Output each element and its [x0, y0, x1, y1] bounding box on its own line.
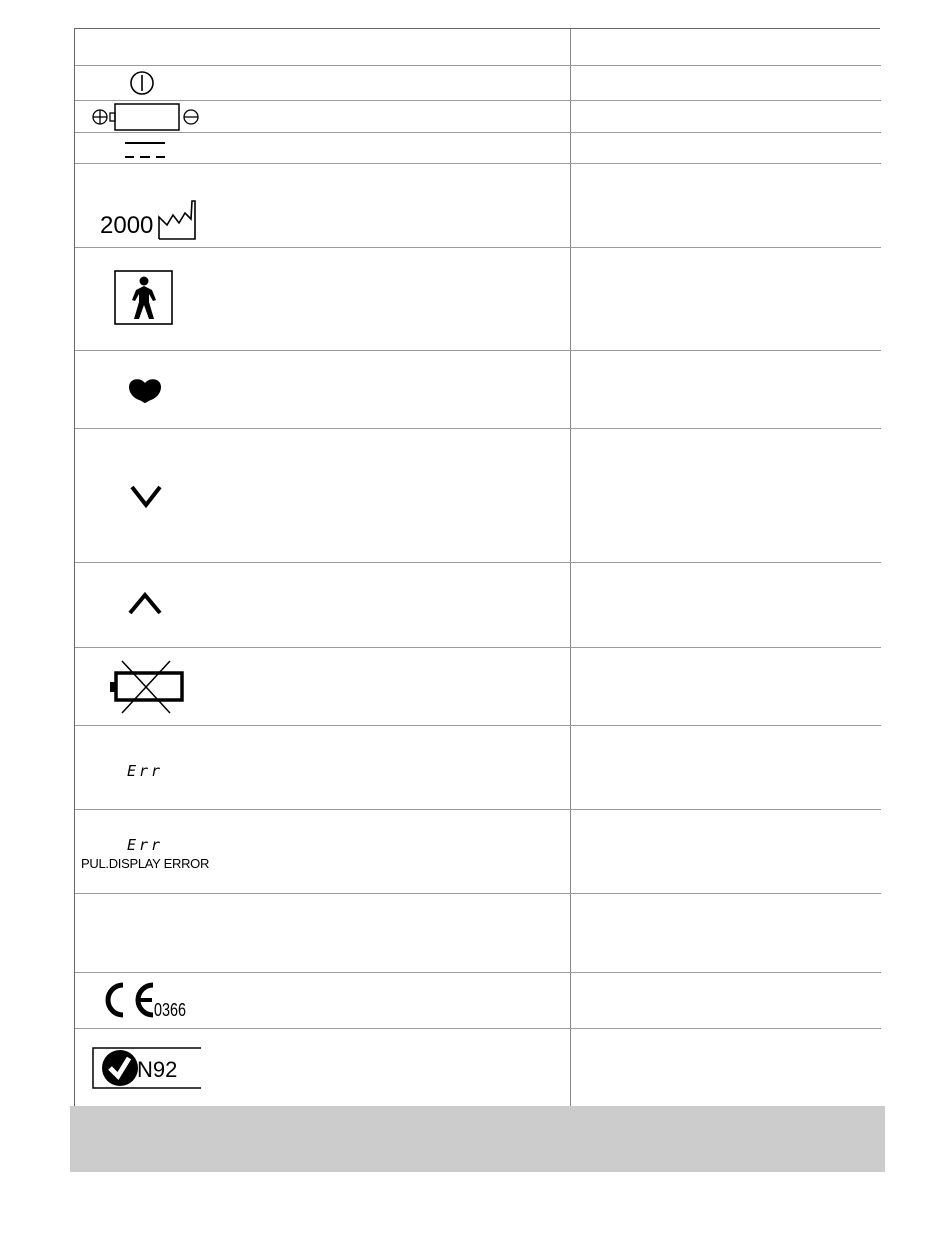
- table-row: [75, 563, 881, 648]
- ce-mark-icon: [103, 981, 157, 1021]
- factory-icon: [157, 199, 197, 241]
- table-row: [75, 648, 881, 726]
- table-row: [75, 894, 881, 973]
- table-row: [75, 66, 881, 101]
- heart-icon: [127, 377, 163, 405]
- table-row: [75, 1029, 881, 1107]
- type-bf-applied-part-icon: [114, 270, 174, 326]
- table-header-row: [75, 29, 881, 66]
- table-row: [75, 810, 881, 894]
- error-text: Err: [127, 762, 164, 780]
- pulse-display-error-label: PUL.DISPLAY ERROR: [81, 856, 210, 871]
- table-row: [75, 164, 881, 248]
- direct-current-icon: [123, 137, 169, 161]
- error-text: Err: [127, 836, 164, 854]
- power-icon: [128, 69, 158, 97]
- table-row: [75, 133, 881, 164]
- table-row: [75, 726, 881, 810]
- table-row: [75, 101, 881, 133]
- table-row: [75, 248, 881, 351]
- error-icon: [127, 761, 167, 781]
- error-icon: [127, 835, 167, 855]
- table-row: [75, 973, 881, 1029]
- chevron-up-icon: [127, 591, 163, 617]
- manufacture-year: 2000: [100, 212, 154, 239]
- notified-body-number: 0366: [154, 1000, 187, 1020]
- battery-empty-icon: [108, 658, 186, 716]
- battery-polarity-icon: [90, 102, 205, 132]
- table-row: [75, 429, 881, 563]
- chevron-down-icon: [129, 483, 163, 509]
- symbol-table: [74, 28, 880, 1106]
- table-row: [75, 351, 881, 429]
- c-tick-code: N92: [137, 1057, 178, 1082]
- footer-band: [70, 1106, 885, 1172]
